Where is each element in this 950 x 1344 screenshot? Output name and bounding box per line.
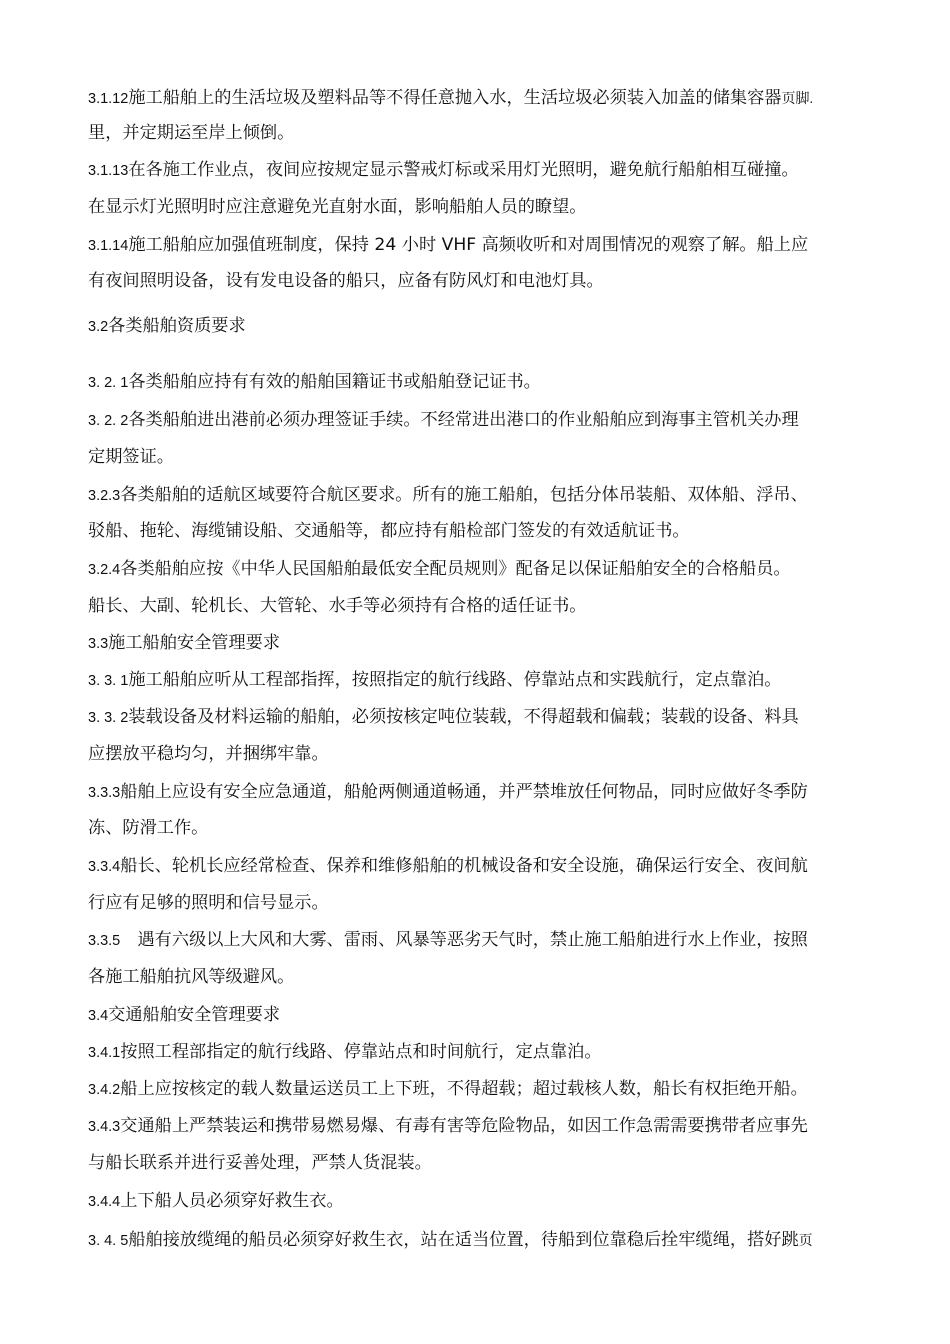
- clause-text: 各类船舶应按《中华人民国船舶最低安全配员规则》配备足以保证船舶安全的合格船员。: [120, 559, 791, 579]
- para-3-3-5-line-2: [88, 965, 294, 991]
- clause-text: 驳船、拖轮、海缆铺设船、交通船等，都应持有船检部门签发的有效适航证书。: [88, 521, 690, 541]
- clause-text: 船舶接放缆绳的船员必须穿好救生衣，站在适当位置，待船到位靠稳后拴牢缆绳，搭好跳: [128, 1230, 799, 1250]
- section-title: 施工船舶安全管理要求: [108, 633, 281, 653]
- clause-text: 按照工程部指定的航行线路、停靠站点和时间航行，定点靠泊。: [120, 1042, 602, 1062]
- clause-number: 3. 3. 1: [88, 673, 129, 689]
- clause-number: 3.2.4: [88, 562, 121, 578]
- para-3-1-13-line-1: [88, 158, 799, 184]
- para-3-2-2-line-1: [88, 408, 799, 434]
- clause-text: 应摆放平稳均匀，并捆绑牢靠。: [88, 744, 329, 764]
- section-number: 3.2: [88, 319, 109, 335]
- clause-number: 3.2.3: [88, 488, 121, 504]
- section-number: 3.3: [88, 636, 109, 652]
- clause-number: 3.4.1: [88, 1045, 121, 1061]
- clause-text: 施工船舶应听从工程部指挥，按照指定的航行线路、停靠站点和实践航行，定点靠泊。: [128, 670, 782, 690]
- clause-text: 在各施工作业点，夜间应按规定显示警戒灯标或采用灯光照明，避免航行船舶相互碰撞。: [128, 160, 799, 180]
- para-3-3-1: [88, 668, 781, 694]
- clause-text: 各类船舶的适航区域要符合航区要求。所有的施工船舶，包括分体吊装船、双体船、浮吊、: [120, 485, 808, 505]
- clause-text: 在显示灯光照明时应注意避免光直射水面，影响船舶人员的瞭望。: [88, 197, 587, 217]
- clause-number: 3.3.4: [88, 859, 121, 875]
- para-3-4-3-line-2: [88, 1151, 432, 1177]
- para-3-2-4-line-2: [88, 594, 586, 620]
- clause-text: 交通船上严禁装运和携带易燃易爆、有毒有害等危险物品，如因工作急需需要携带者应事先: [120, 1116, 808, 1136]
- para-3-3-4-line-1: [88, 854, 808, 880]
- clause-number: 3.3.3: [88, 785, 121, 801]
- clause-text: 装载设备及材料运输的船舶，必须按核定吨位装载，不得超载和偏载；装载的设备、料具: [128, 707, 799, 727]
- clause-text: 施工船舶应加强值班制度，保持 24 小时 VHF 高频收听和对周围情况的观察了解。船上应: [128, 235, 809, 255]
- clause-text: 有夜间照明设备，设有发电设备的船只，应备有防风灯和电池灯具。: [88, 271, 604, 291]
- section-title: 各类船舶资质要求: [108, 316, 246, 336]
- para-3-4-4: [88, 1189, 344, 1215]
- clause-number: 3.1.13: [88, 163, 129, 179]
- section-heading-3-2: [88, 314, 246, 340]
- para-3-4-1: [88, 1040, 602, 1066]
- para-3-3-3-line-1: [88, 780, 808, 806]
- clause-text: 船舶上应设有安全应急通道，船舱两侧通道畅通，并严禁堆放任何物品，同时应做好冬季防: [120, 782, 808, 802]
- para-3-1-14-line-1: [88, 233, 808, 259]
- para-3-3-2-line-1: [88, 705, 799, 731]
- section-heading-3-4: [88, 1003, 280, 1029]
- para-3-4-5: [88, 1228, 813, 1254]
- clause-text: 船上应按核定的载人数量运送员工上下班，不得超载；超过载核人数，船长有权拒绝开船。: [120, 1079, 808, 1099]
- clause-text: 上下船人员必须穿好救生衣。: [120, 1191, 344, 1211]
- clause-text: 冻、防滑工作。: [88, 818, 209, 838]
- para-3-1-12-line-1: [88, 86, 813, 112]
- para-3-2-3-line-1: [88, 483, 808, 509]
- para-3-1-12-line-2: [88, 121, 294, 147]
- clause-number: 3. 3. 2: [88, 710, 129, 726]
- clause-text: 各类船舶进出港前必须办理签证手续。不经常进出港口的作业船舶应到海事主管机关办理: [128, 410, 799, 430]
- footer-fragment: 页: [798, 1234, 813, 1249]
- para-3-2-3-line-2: [88, 519, 690, 545]
- section-title: 交通船舶安全管理要求: [108, 1005, 281, 1025]
- clause-number: 3. 2. 1: [88, 375, 129, 391]
- clause-text: 各施工船舶抗风等级避风。: [88, 967, 295, 987]
- section-number: 3.4: [88, 1008, 109, 1024]
- clause-number: 3.4.2: [88, 1082, 121, 1098]
- clause-text: 行应有足够的照明和信号显示。: [88, 893, 329, 913]
- clause-number: 3.4.3: [88, 1119, 121, 1135]
- clause-number: 3.3.5: [88, 933, 121, 949]
- para-3-1-14-line-2: [88, 269, 604, 295]
- para-3-3-4-line-2: [88, 891, 329, 917]
- clause-number: 3. 4. 5: [88, 1233, 129, 1249]
- clause-number: 3. 2. 2: [88, 413, 129, 429]
- para-3-3-2-line-2: [88, 742, 329, 768]
- clause-number: 3.4.4: [88, 1194, 121, 1210]
- clause-number: 3.1.14: [88, 238, 129, 254]
- para-3-4-2: [88, 1077, 808, 1103]
- para-3-2-1: [88, 370, 541, 396]
- clause-text: 遇有六级以上大风和大雾、雷雨、风暴等恶劣天气时，禁止施工船舶进行水上作业，按照: [120, 930, 808, 950]
- clause-text: 船长、轮机长应经常检查、保养和维修船舶的机械设备和安全设施，确保运行安全、夜间航: [120, 856, 808, 876]
- section-heading-3-3: [88, 631, 280, 657]
- para-3-3-3-line-2: [88, 816, 208, 842]
- clause-text: 各类船舶应持有有效的船舶国籍证书或船舶登记证书。: [128, 372, 541, 392]
- clause-text: 施工船舶上的生活垃圾及塑料品等不得任意抛入水，生活垃圾必须装入加盖的储集容器: [128, 88, 782, 108]
- clause-text: 里，并定期运至岸上倾倒。: [88, 123, 295, 143]
- clause-text: 船长、大副、轮机长、大管轮、水手等必须持有合格的适任证书。: [88, 596, 587, 616]
- para-3-2-2-line-2: [88, 445, 174, 471]
- footer-fragment: 页脚.: [781, 92, 813, 107]
- para-3-2-4-line-1: [88, 557, 791, 583]
- para-3-4-3-line-1: [88, 1114, 808, 1140]
- clause-text: 定期签证。: [88, 447, 174, 467]
- clause-text: 与船长联系并进行妥善处理，严禁人货混装。: [88, 1153, 432, 1173]
- para-3-3-5-line-1: [88, 928, 808, 954]
- clause-number: 3.1.12: [88, 91, 129, 107]
- para-3-1-13-line-2: [88, 195, 586, 221]
